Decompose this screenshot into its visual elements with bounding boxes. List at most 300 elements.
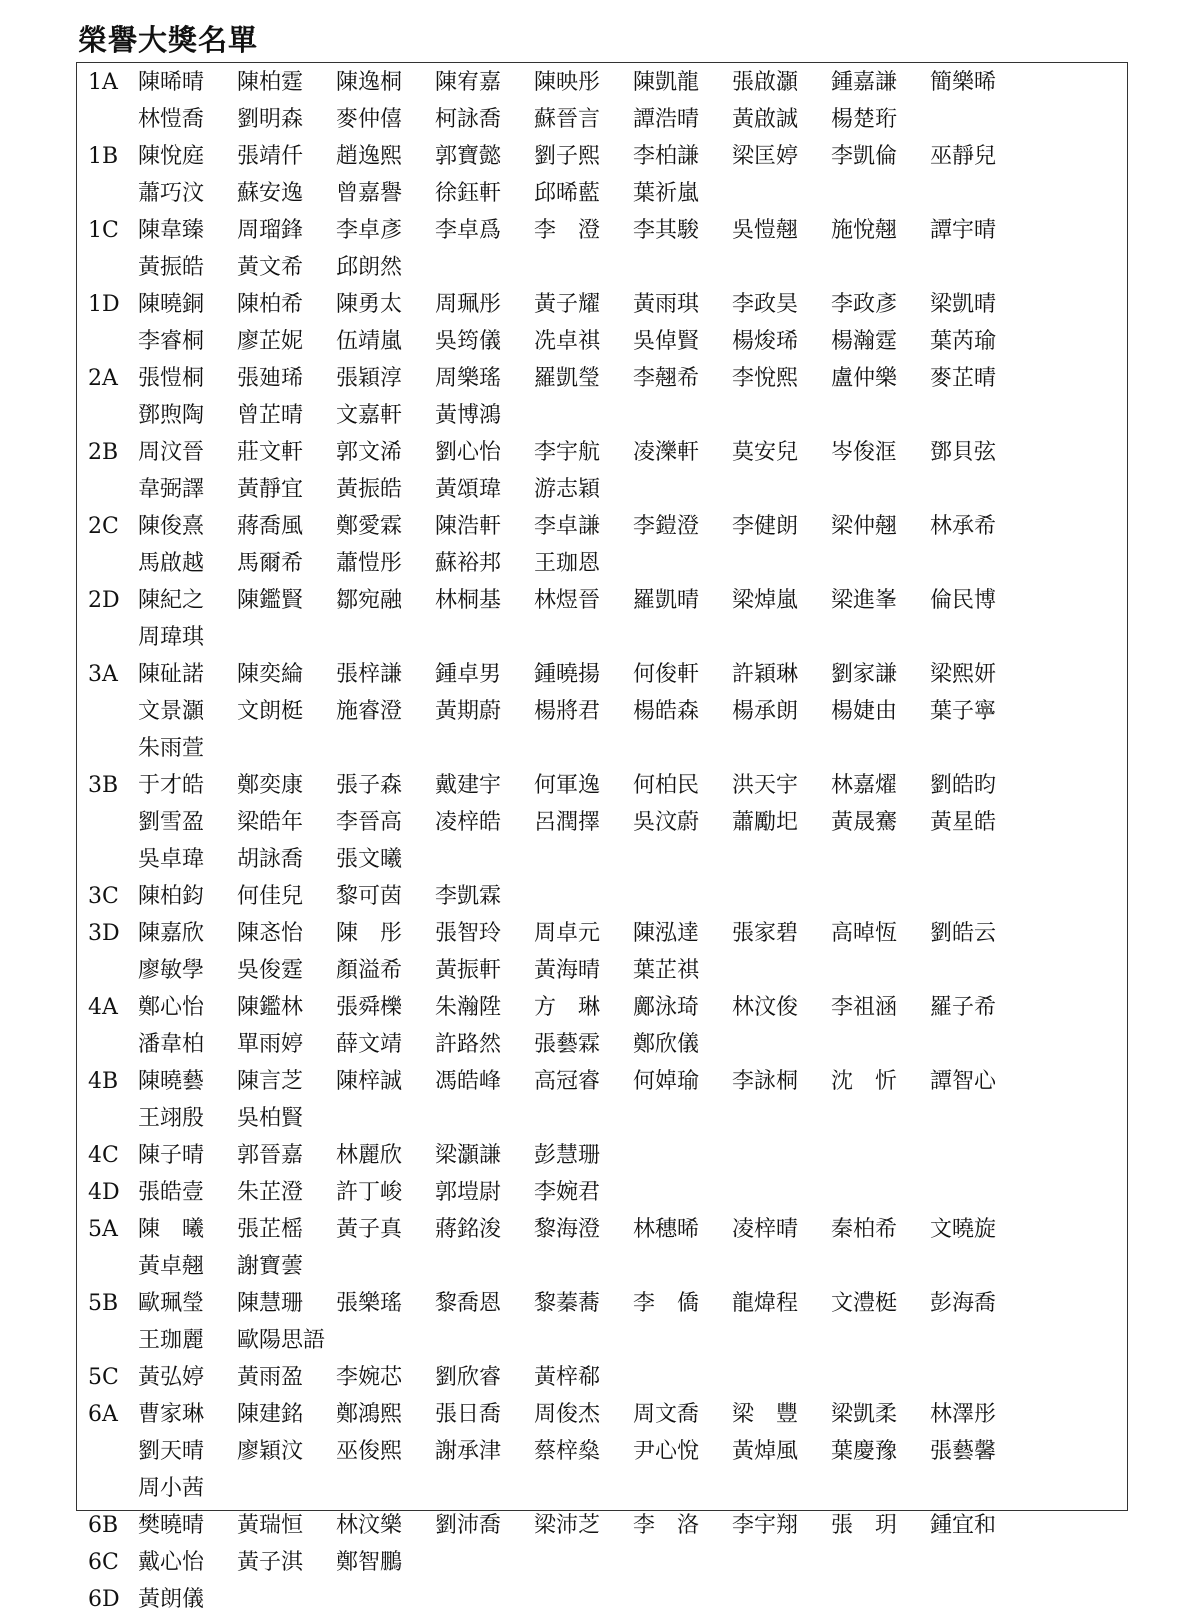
student-name: 蔡梓燊 [534,1439,601,1464]
student-name: 陳 曦 [138,1217,205,1242]
student-name: 黃弘婷 [138,1365,205,1390]
student-name: 廖芷妮 [237,329,304,354]
student-name: 彭慧珊 [534,1143,601,1168]
student-name: 吳俊霆 [237,958,304,983]
student-name: 陳俊熹 [138,514,205,539]
student-name: 黃振軒 [435,958,502,983]
student-name: 巫俊熙 [336,1439,403,1464]
student-name: 陳梓誠 [336,1069,403,1094]
student-name: 陳子晴 [138,1143,205,1168]
class-label: 6C [88,1550,119,1575]
class-row [88,1507,1118,1544]
student-name: 黃博鴻 [435,403,502,428]
student-name: 蔣銘浚 [435,1217,502,1242]
student-name: 趙逸熙 [336,144,403,169]
student-name: 楊皓森 [633,699,700,724]
student-name: 李翹希 [633,366,700,391]
student-name: 郭寶懿 [435,144,502,169]
student-names [138,1174,1118,1211]
student-name: 張舜櫟 [336,995,403,1020]
class-label: 3B [88,773,119,798]
student-name: 許路然 [435,1032,502,1057]
student-name: 吳倬賢 [633,329,700,354]
student-name: 黃振皓 [336,477,403,502]
class-label: 4A [88,995,118,1020]
student-name: 林愷喬 [138,107,205,132]
student-name: 梁匡婷 [732,144,799,169]
student-name: 葉子寧 [930,699,997,724]
student-name: 張日喬 [435,1402,502,1427]
class-label: 5A [88,1217,118,1242]
student-name: 林嘉燿 [831,773,898,798]
student-name: 梁凱晴 [930,292,997,317]
student-name: 鄭奕康 [237,773,304,798]
student-name: 簡樂晞 [930,70,997,95]
student-name: 羅子希 [930,995,997,1020]
student-name: 鍾曉揚 [534,662,601,687]
student-name: 朱芷澄 [237,1180,304,1205]
student-name: 李晉高 [336,810,403,835]
student-name: 樊曉晴 [138,1513,205,1538]
class-row [88,64,1118,138]
student-name: 劉天晴 [138,1439,205,1464]
student-names [138,915,1118,989]
student-name: 陳嘉欣 [138,921,205,946]
student-name: 馮皓峰 [435,1069,502,1094]
student-name: 林麗欣 [336,1143,403,1168]
student-name: 李健朗 [732,514,799,539]
student-name: 葉芮瑜 [930,329,997,354]
student-name: 薛文靖 [336,1032,403,1057]
student-name: 張子森 [336,773,403,798]
class-row [88,212,1118,286]
student-names [138,1285,1118,1359]
class-row [88,1396,1118,1507]
student-name: 梁焯嵐 [732,588,799,613]
student-name: 陳悅庭 [138,144,205,169]
student-name: 邱朗然 [336,255,403,280]
student-name: 梁沛芝 [534,1513,601,1538]
student-name: 周瑋琪 [138,625,205,650]
class-row [88,434,1118,508]
student-name: 李詠桐 [732,1069,799,1094]
class-row [88,1359,1118,1396]
student-name: 蕭巧汶 [138,181,205,206]
student-names [138,1211,1118,1285]
student-name: 張家碧 [732,921,799,946]
student-name: 鄒宛融 [336,588,403,613]
student-name: 吳卓瑋 [138,847,205,872]
student-name: 李鎧澄 [633,514,700,539]
student-name: 周小茜 [138,1476,205,1501]
student-name: 黃瑞恒 [237,1513,304,1538]
student-name: 廖穎汶 [237,1439,304,1464]
student-name: 朱雨萱 [138,736,205,761]
student-name: 黃子耀 [534,292,601,317]
student-name: 凌濼軒 [633,440,700,465]
student-name: 何柏民 [633,773,700,798]
class-row [88,1544,1118,1581]
student-names [138,1359,1118,1396]
class-label: 2A [88,366,118,391]
student-name: 陳映彤 [534,70,601,95]
student-name: 黃雨琪 [633,292,700,317]
student-name: 徐鈺軒 [435,181,502,206]
student-name: 周俊杰 [534,1402,601,1427]
student-name: 陳奕綸 [237,662,304,687]
class-label: 5B [88,1291,119,1316]
class-row [88,582,1118,656]
class-row [88,915,1118,989]
student-name: 鄭心怡 [138,995,205,1020]
student-name: 廖敏學 [138,958,205,983]
student-name: 黃期蔚 [435,699,502,724]
student-name: 胡詠喬 [237,847,304,872]
student-name: 周卓元 [534,921,601,946]
student-name: 鄭鴻熙 [336,1402,403,1427]
student-name: 馬啟越 [138,551,205,576]
student-names [138,1396,1118,1507]
student-name: 曾芷晴 [237,403,304,428]
student-name: 許穎琳 [732,662,799,687]
student-name: 張廸琋 [237,366,304,391]
class-label: 1C [88,218,119,243]
student-name: 譚浩晴 [633,107,700,132]
student-names [138,1544,1118,1581]
student-name: 羅凱瑩 [534,366,601,391]
student-name: 施悅翹 [831,218,898,243]
student-name: 楊將君 [534,699,601,724]
student-name: 陳泓達 [633,921,700,946]
student-name: 文朗梃 [237,699,304,724]
student-name: 施睿澄 [336,699,403,724]
student-name: 黃梓郗 [534,1365,601,1390]
student-name: 梁凱柔 [831,1402,898,1427]
class-row [88,1063,1118,1137]
student-name: 李柏謙 [633,144,700,169]
student-name: 鄺泳琦 [633,995,700,1020]
class-label: 3D [88,921,120,946]
student-name: 黎喬恩 [435,1291,502,1316]
student-names [138,1581,1118,1618]
student-name: 陳建銘 [237,1402,304,1427]
student-name: 黎海澄 [534,1217,601,1242]
student-name: 何俊軒 [633,662,700,687]
class-label: 2C [88,514,119,539]
student-name: 文曉旋 [930,1217,997,1242]
student-name: 王珈恩 [534,551,601,576]
student-name: 梁皓年 [237,810,304,835]
student-names [138,878,1118,915]
student-name: 陳勇太 [336,292,403,317]
student-name: 謝承津 [435,1439,502,1464]
student-name: 倫民博 [930,588,997,613]
student-name: 周樂瑤 [435,366,502,391]
student-name: 鍾嘉謙 [831,70,898,95]
student-names [138,138,1118,212]
student-name: 李睿桐 [138,329,205,354]
class-row [88,508,1118,582]
student-name: 黃振皓 [138,255,205,280]
student-name: 陳柏鈞 [138,884,205,909]
student-name: 王珈麗 [138,1328,205,1353]
class-label: 3C [88,884,119,909]
student-name: 黃啟誠 [732,107,799,132]
student-name: 劉沛喬 [435,1513,502,1538]
class-label: 6B [88,1513,119,1538]
student-name: 陳宥嘉 [435,70,502,95]
student-names [138,1507,1118,1544]
student-name: 梁 豐 [732,1402,799,1427]
student-name: 尹心悅 [633,1439,700,1464]
student-name: 盧仲樂 [831,366,898,391]
student-name: 楊婕由 [831,699,898,724]
student-name: 陳凱龍 [633,70,700,95]
student-name: 陳鑑賢 [237,588,304,613]
student-name: 張藝馨 [930,1439,997,1464]
student-name: 張穎淳 [336,366,403,391]
student-name: 陳韋臻 [138,218,205,243]
student-name: 陳砋諾 [138,662,205,687]
student-name: 張皓壹 [138,1180,205,1205]
student-name: 麥芷晴 [930,366,997,391]
student-name: 蕭愷彤 [336,551,403,576]
student-name: 楊承朗 [732,699,799,724]
student-name: 沈 忻 [831,1069,898,1094]
student-name: 謝寶蕓 [237,1254,304,1279]
student-name: 蕭勵圯 [732,810,799,835]
student-names [138,1063,1118,1137]
student-name: 黃子淇 [237,1550,304,1575]
student-name: 陳晞晴 [138,70,205,95]
student-name: 陳 彤 [336,921,403,946]
student-name: 楊楚珩 [831,107,898,132]
student-name: 劉家謙 [831,662,898,687]
student-name: 張藝霖 [534,1032,601,1057]
student-name: 郭晉嘉 [237,1143,304,1168]
class-label: 4D [88,1180,120,1205]
class-label: 2B [88,440,119,465]
student-names [138,286,1118,360]
student-name: 劉欣睿 [435,1365,502,1390]
student-name: 黃焯風 [732,1439,799,1464]
student-name: 李凱倫 [831,144,898,169]
student-name: 劉明森 [237,107,304,132]
student-name: 陳鑑林 [237,995,304,1020]
award-list [88,64,1118,1618]
class-label: 6D [88,1587,120,1612]
student-name: 黃雨盈 [237,1365,304,1390]
student-name: 張文曦 [336,847,403,872]
student-name: 李其駿 [633,218,700,243]
student-name: 吳筠儀 [435,329,502,354]
student-name: 吳柏賢 [237,1106,304,1131]
student-name: 李政昊 [732,292,799,317]
student-name: 李 澄 [534,218,601,243]
student-name: 李悅熙 [732,366,799,391]
student-name: 吳汶蔚 [633,810,700,835]
student-name: 張樂瑤 [336,1291,403,1316]
class-row [88,286,1118,360]
student-name: 葉慶豫 [831,1439,898,1464]
student-name: 方 琳 [534,995,601,1020]
student-name: 張梓謙 [336,662,403,687]
student-name: 張啟灝 [732,70,799,95]
student-name: 于才皓 [138,773,205,798]
class-row [88,1174,1118,1211]
student-name: 呂潤擇 [534,810,601,835]
student-name: 林澤彤 [930,1402,997,1427]
student-name: 蘇安逸 [237,181,304,206]
student-name: 韋弼譯 [138,477,205,502]
student-name: 黃卓翹 [138,1254,205,1279]
student-name: 許丁峻 [336,1180,403,1205]
student-name: 巫靜兒 [930,144,997,169]
class-row [88,1285,1118,1359]
student-name: 黎蓁蕎 [534,1291,601,1316]
class-label: 4B [88,1069,119,1094]
student-name: 周瑠鋒 [237,218,304,243]
class-label: 6A [88,1402,118,1427]
student-name: 鄭愛霖 [336,514,403,539]
student-name: 劉心怡 [435,440,502,465]
student-name: 張智玲 [435,921,502,946]
student-names [138,434,1118,508]
student-name: 歐陽思語 [237,1328,326,1353]
student-name: 鄭智鵬 [336,1550,403,1575]
student-name: 曹家琳 [138,1402,205,1427]
student-name: 劉皓云 [930,921,997,946]
student-name: 顏溢希 [336,958,403,983]
student-name: 李婉君 [534,1180,601,1205]
student-name: 周文喬 [633,1402,700,1427]
student-name: 譚智心 [930,1069,997,1094]
student-name: 高晫恆 [831,921,898,946]
student-name: 李卓謙 [534,514,601,539]
student-name: 郭塏尉 [435,1180,502,1205]
student-name: 黃晟騫 [831,810,898,835]
student-name: 潘韋柏 [138,1032,205,1057]
student-name: 李婉芯 [336,1365,403,1390]
student-name: 楊焌琋 [732,329,799,354]
student-name: 劉子熙 [534,144,601,169]
student-names [138,64,1118,138]
student-name: 吳愷翹 [732,218,799,243]
class-label: 1A [88,70,118,95]
student-names [138,508,1118,582]
student-name: 何佳兒 [237,884,304,909]
student-name: 鍾卓男 [435,662,502,687]
student-names [138,767,1118,878]
class-label: 3A [88,662,118,687]
class-row [88,656,1118,767]
student-name: 黃頌瑋 [435,477,502,502]
student-name: 王翊殷 [138,1106,205,1131]
class-row [88,1137,1118,1174]
student-name: 葉芷祺 [633,958,700,983]
student-name: 李 洛 [633,1513,700,1538]
student-name: 梁進峯 [831,588,898,613]
student-name: 陳柏希 [237,292,304,317]
student-name: 朱瀚陞 [435,995,502,1020]
student-name: 李凱霖 [435,884,502,909]
student-name: 凌梓晴 [732,1217,799,1242]
class-row [88,1581,1118,1618]
student-name: 伍靖嵐 [336,329,403,354]
student-name: 林汶樂 [336,1513,403,1538]
student-name: 李 僑 [633,1291,700,1316]
student-name: 戴建宇 [435,773,502,798]
student-name: 岑俊洭 [831,440,898,465]
class-label: 5C [88,1365,119,1390]
student-name: 林煜晉 [534,588,601,613]
student-name: 譚宇晴 [930,218,997,243]
student-names [138,989,1118,1063]
student-name: 洪天宇 [732,773,799,798]
class-label: 2D [88,588,120,613]
student-name: 陳慧珊 [237,1291,304,1316]
student-name: 冼卓祺 [534,329,601,354]
student-name: 莊文軒 [237,440,304,465]
student-name: 凌梓皓 [435,810,502,835]
student-name: 林承希 [930,514,997,539]
student-name: 葉祈嵐 [633,181,700,206]
student-name: 秦柏希 [831,1217,898,1242]
class-row [88,360,1118,434]
student-name: 陳曉藝 [138,1069,205,1094]
student-name: 歐珮瑩 [138,1291,205,1316]
student-name: 蘇裕邦 [435,551,502,576]
class-label: 1D [88,292,120,317]
student-name: 黃文希 [237,255,304,280]
class-row [88,878,1118,915]
student-name: 梁熙妍 [930,662,997,687]
student-name: 黃星皓 [930,810,997,835]
student-name: 邱晞藍 [534,181,601,206]
student-name: 楊瀚霆 [831,329,898,354]
student-name: 張芷榣 [237,1217,304,1242]
student-name: 陳紀之 [138,588,205,613]
student-name: 游志穎 [534,477,601,502]
class-row [88,767,1118,878]
student-name: 戴心怡 [138,1550,205,1575]
student-name: 張 玥 [831,1513,898,1538]
class-row [88,1211,1118,1285]
student-name: 莫安兒 [732,440,799,465]
student-name: 文嘉軒 [336,403,403,428]
student-name: 鍾宜和 [930,1513,997,1538]
student-name: 蔣喬風 [237,514,304,539]
student-name: 陳曉銅 [138,292,205,317]
student-name: 李卓爲 [435,218,502,243]
student-name: 黃靜宜 [237,477,304,502]
student-name: 柯詠喬 [435,107,502,132]
student-name: 陳浩軒 [435,514,502,539]
student-names [138,360,1118,434]
student-name: 陳忞怡 [237,921,304,946]
student-name: 龍煒程 [732,1291,799,1316]
student-name: 林桐基 [435,588,502,613]
class-label: 4C [88,1143,119,1168]
student-name: 李卓彥 [336,218,403,243]
student-name: 張愷桐 [138,366,205,391]
student-name: 何婥瑜 [633,1069,700,1094]
student-name: 陳柏霆 [237,70,304,95]
student-name: 郭文浠 [336,440,403,465]
student-name: 單雨婷 [237,1032,304,1057]
student-name: 李宇航 [534,440,601,465]
student-names [138,582,1118,656]
